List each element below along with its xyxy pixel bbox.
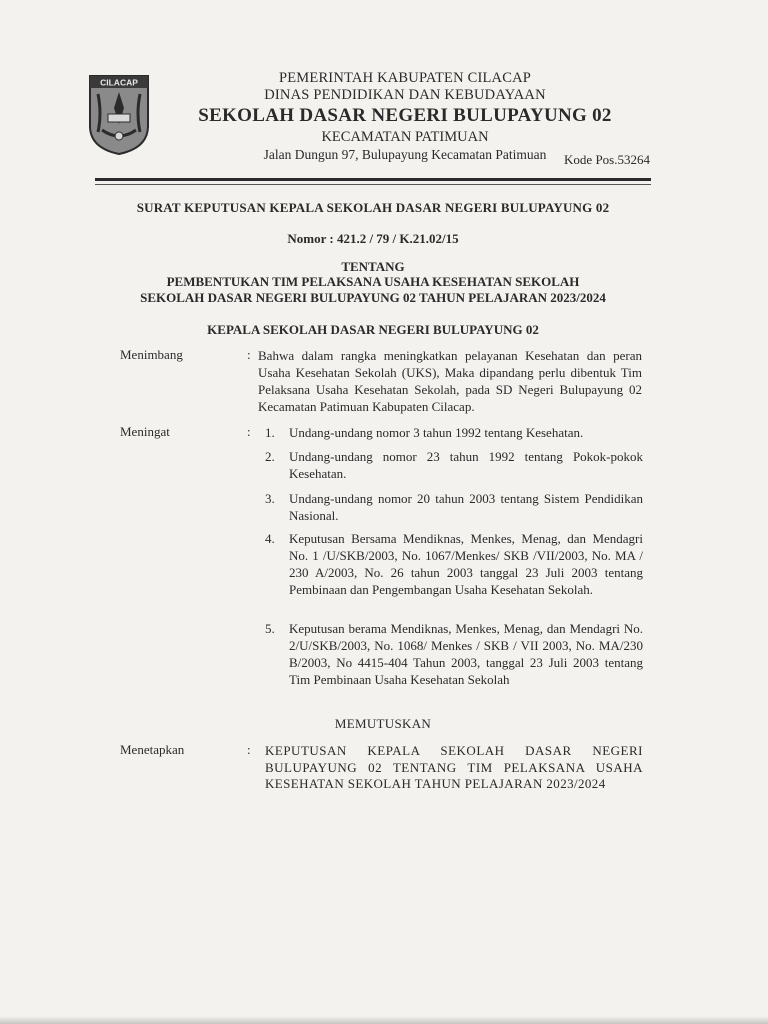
- scan-shadow-edge: [0, 1016, 768, 1024]
- list-item: [265, 424, 643, 441]
- menimbang-label: Menimbang: [120, 347, 183, 362]
- list-item-number: 1.: [265, 425, 275, 440]
- letterhead-divider-thick: [95, 178, 651, 181]
- postal-code: Kode Pos.53264: [564, 152, 650, 167]
- list-item-text: Undang-undang nomor 23 tahun 1992 tentang Pokok-pokok Kesehatan.: [289, 449, 643, 481]
- list-item-text: Keputusan Bersama Mendiknas, Menkes, Menag, dan Mendagri No. 1 /U/SKB/2003, No. 1067/Menkes/ SKB /VII/2003, No. MA / 230 A/2003, No. 26 tahun 2003 tanggal 23 Juli 2003 tentang Pembinaan dan Pengembangan Usaha Kesehatan Sekolah.: [289, 531, 643, 597]
- menetapkan-text: KEPUTUSAN KEPALA SEKOLAH DASAR NEGERI BULUPAYUNG 02 TENTANG TIM PELAKSANA USAHA: [265, 743, 643, 775]
- issuer-heading: KEPALA SEKOLAH DASAR NEGERI BULUPAYUNG 02: [207, 322, 539, 337]
- letterhead-address: Jalan Dungun 97, Bulupayung Kecamatan Patimuan: [263, 147, 547, 162]
- logo-text: CILACAP: [100, 77, 138, 88]
- list-item: [265, 530, 643, 598]
- mengingat-label: Meningat: [120, 424, 170, 439]
- decree-subject: [95, 274, 651, 306]
- list-item-text: Keputusan berama Mendiknas, Menkes, Menag, dan Mendagri No. 2/U/SKB/2003, No. 1068/ Menkes / SKB / VII 2003, No. MA/230 B/2003, No 4415-404 Tahun 2003, tanggal 23 Juli 2003 tentang Tim Pembinaan Usaha Kesehatan Sekolah: [289, 621, 643, 687]
- letterhead-district: KECAMATAN PATIMUAN: [321, 129, 489, 145]
- letterhead-government: PEMERINTAH KABUPATEN CILACAP: [278, 70, 532, 86]
- decree-title: SURAT KEPUTUSAN KEPALA SEKOLAH DASAR NEGERI BULUPAYUNG 02: [136, 200, 610, 215]
- list-item-number: 4.: [265, 531, 275, 546]
- menimbang-colon: :: [247, 347, 251, 362]
- list-item-number: 3.: [265, 491, 275, 506]
- memutuskan-heading: MEMUTUSKAN: [334, 716, 432, 731]
- list-item: [265, 448, 643, 482]
- menimbang-text: Bahwa dalam rangka meningkatkan pelayanan Kesehatan dan peran Usaha Kesehatan Sekolah (UKS), Maka dipandang perlu dibentuk Tim Pelaksana Usaha Kesehatan Sekolah, pada SD Negeri Bulupayung 02 Kecamatan Patimuan Kabupaten Cilacap.: [258, 348, 642, 414]
- letterhead: [160, 70, 650, 164]
- list-item-number: 5.: [265, 621, 275, 636]
- list-item-text: Undang-undang nomor 20 tahun 2003 tentang Sistem Pendidikan Nasional.: [289, 491, 643, 523]
- decree-subject-line1: PEMBENTUKAN TIM PELAKSANA USAHA KESEHATAN SEKOLAH: [166, 274, 580, 289]
- mengingat-colon: :: [247, 424, 251, 439]
- cilacap-crest-logo: [88, 74, 150, 156]
- decree-subject-line2: SEKOLAH DASAR NEGERI BULUPAYUNG 02 TAHUN PELAJARAN 2023/2024: [140, 290, 606, 305]
- list-item-text: Undang-undang nomor 3 tahun 1992 tentang Kesehatan.: [289, 425, 584, 440]
- decree-about-heading: TENTANG: [341, 259, 405, 274]
- list-item: [265, 490, 643, 524]
- letterhead-school-name: SEKOLAH DASAR NEGERI BULUPAYUNG 02: [198, 105, 612, 126]
- letterhead-department: DINAS PENDIDIKAN DAN KEBUDAYAAN: [264, 87, 546, 103]
- menetapkan-text-last: KESEHATAN SEKOLAH TAHUN PELAJARAN 2023/2024: [265, 776, 606, 791]
- menetapkan-label: Menetapkan: [120, 742, 185, 757]
- decree-number: Nomor : 421.2 / 79 / K.21.02/15: [287, 231, 459, 246]
- list-item-number: 2.: [265, 449, 275, 464]
- letterhead-divider-thin: [95, 184, 651, 185]
- list-item: [265, 620, 643, 688]
- menetapkan-colon: :: [247, 742, 251, 757]
